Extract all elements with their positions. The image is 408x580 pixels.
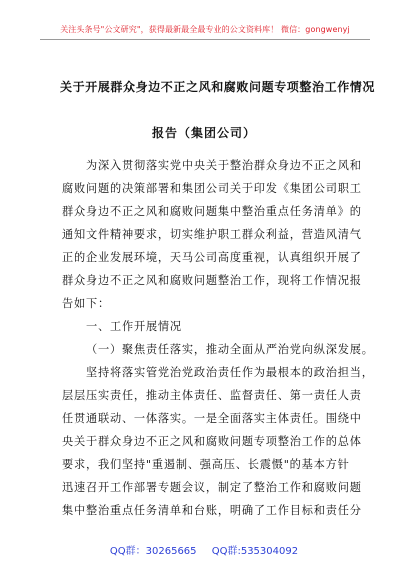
document-subtitle: 报告（集团公司） [151, 126, 256, 140]
footer-qq-group-2: QQ群:535304092 [211, 546, 299, 557]
footer-contact [0, 542, 408, 557]
paragraph-line: 为深入贯彻落实党中央关于整治群众身边不正之风和 [86, 159, 362, 172]
paragraph-line: 腐败问题的决策部署和集团公司关于印发《集团公司职工 [62, 182, 362, 195]
paragraph-line: 层层压实责任，推动主体责任、监督责任、第一责任人责 [62, 389, 362, 402]
paragraph-line: 群众身边不正之风和腐败问题集中整治重点任务清单》的 [62, 205, 362, 218]
paragraph-line: 要求，我们坚持"重遏制、强高压、长震慑"的基本方针 [62, 458, 350, 471]
section-heading: 一、工作开展情况 [86, 320, 182, 333]
paragraph-line: 任贯通联动、一体落实。一是全面落实主体责任。围绕中 [62, 412, 362, 425]
subsection-heading: （一）聚焦责任落实，推动全面从严治党向纵深发展。 [86, 343, 374, 356]
paragraph-line: 正的企业发展环境，天马公司高度重视，认真组织开展了 [62, 251, 362, 264]
paragraph-line: 通知文件精神要求，切实维护职工群众利益，营造风清气 [62, 228, 362, 241]
document-body [62, 154, 374, 522]
paragraph-line: 告如下： [62, 297, 110, 310]
paragraph-line: 央关于群众身边不正之风和腐败问题专项整治工作的总体 [62, 435, 362, 448]
footer-qq-group-1: QQ群：30265665 [109, 546, 197, 557]
paragraph-line: 群众身边不正之风和腐败问题整治工作，现将工作情况报 [62, 274, 362, 287]
paragraph-line: 集中整治重点任务清单和台账，明确了工作目标和责任分 [62, 504, 362, 517]
document-title: 关于开展群众身边不正之风和腐败问题专项整治工作情况 [60, 80, 376, 94]
paragraph-line: 迅速召开工作部署专题会议，制定了整治工作和腐败问题 [62, 481, 362, 494]
paragraph-line: 坚持将落实管党治党政治责任作为最根本的政治担当， [86, 366, 374, 379]
header-banner: 关注头条号"公文研究"，获得最新最全最专业的公文资料库！ 微信：gongwenyj [40, 24, 370, 40]
